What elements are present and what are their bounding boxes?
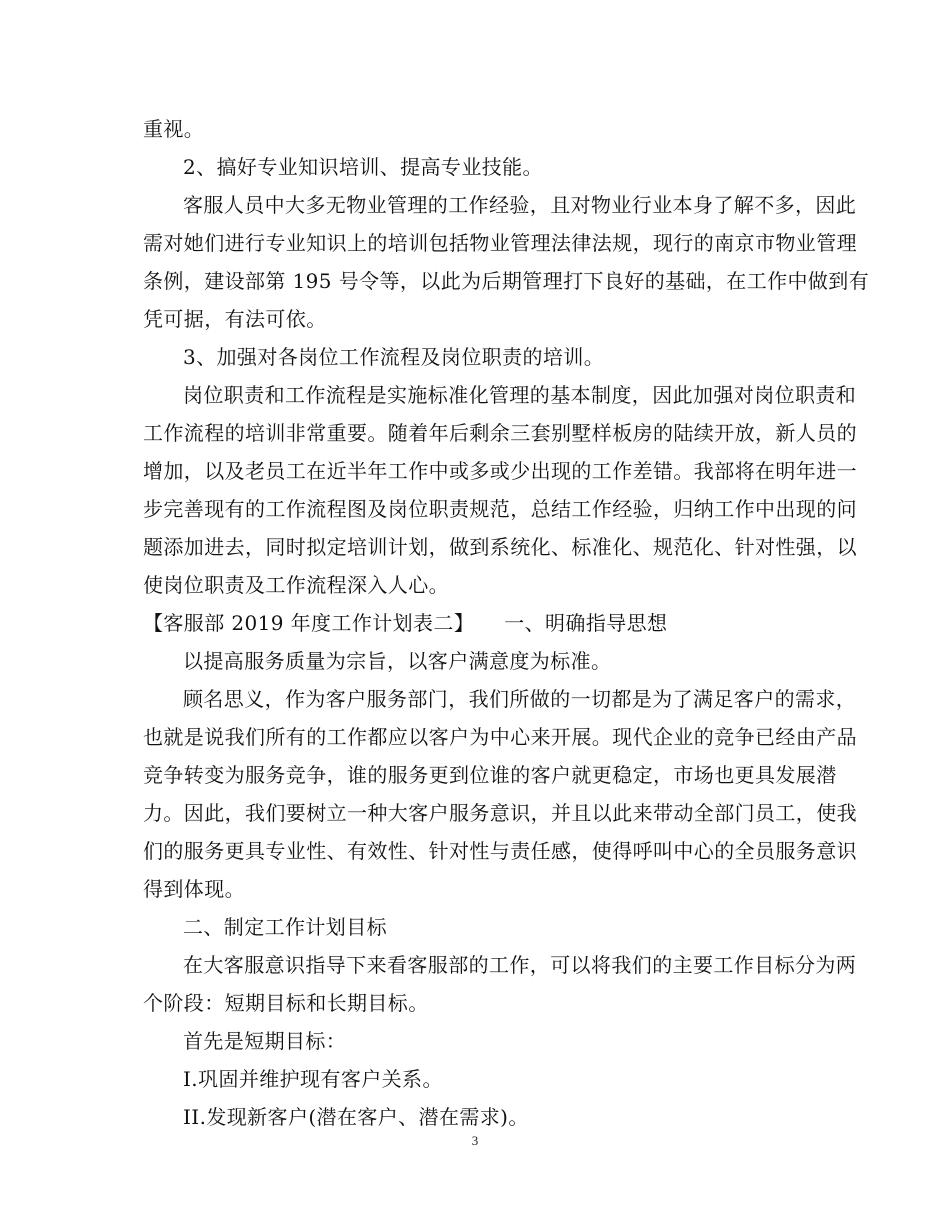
text-line: 重视。 (143, 117, 205, 141)
text-line: 得到体现。 (143, 877, 245, 901)
subheading: 二、制定工作计划目标 (183, 915, 387, 939)
section-title-line (143, 604, 813, 642)
text-line: 顾名思义，作为客户服务部门，我们所做的一切都是为了满足客户的需求， (183, 687, 857, 711)
text-line: 也就是说我们所有的工作都应以客户为中心来开展。现代企业的竞争已经由产品 (143, 725, 857, 749)
text-line: 岗位职责和工作流程是实施标准化管理的基本制度，因此加强对岗位职责和 (183, 383, 857, 407)
list-item: I.巩固并维护现有客户关系。 (183, 1067, 443, 1091)
list-item: II.发现新客户(潜在客户、潜在需求)。 (183, 1105, 529, 1129)
text-line: 在大客服意识指导下来看客服部的工作，可以将我们的主要工作目标分为两 (183, 953, 857, 977)
text-line: 步完善现有的工作流程图及岗位职责规范，总结工作经验，归纳工作中出现的问 (143, 497, 857, 521)
text-line: 题添加进去，同时拟定培训计划，做到系统化、标准化、规范化、针对性强，以 (143, 535, 857, 559)
text-line: 力。因此，我们要树立一种大客户服务意识，并且以此来带动全部门员工，使我 (143, 801, 857, 825)
section-title: 【客服部 2019 年度工作计划表二】 (143, 611, 475, 635)
page-number: 3 (471, 1133, 479, 1148)
text-line: 以提高服务质量为宗旨，以客户满意度为标准。 (183, 649, 612, 673)
text-line: 个阶段：短期目标和长期目标。 (143, 991, 429, 1015)
text-line: 凭可据，有法可依。 (143, 307, 327, 331)
text-line: 首先是短期目标： (183, 1029, 347, 1053)
text-line: 使岗位职责及工作流程深入人心。 (143, 573, 449, 597)
subheading: 3、加强对各岗位工作流程及岗位职责的培训。 (183, 345, 605, 369)
text-line: 们的服务更具专业性、有效性、针对性与责任感，使得呼叫中心的全员服务意识 (143, 839, 857, 863)
text-line: 条例，建设部第 195 号令等，以此为后期管理打下良好的基础，在工作中做到有 (143, 269, 870, 293)
text-line: 需对她们进行专业知识上的培训包括物业管理法律法规，现行的南京市物业管理 (143, 231, 857, 255)
subheading: 2、搞好专业知识培训、提高专业技能。 (183, 155, 543, 179)
text-line: 工作流程的培训非常重要。随着年后剩余三套别墅样板房的陆续开放，新人员的 (143, 421, 857, 445)
text-line: 增加，以及老员工在近半年工作中或多或少出现的工作差错。我部将在明年进一 (143, 459, 857, 483)
section-heading: 一、明确指导思想 (504, 611, 668, 635)
document-body (143, 110, 870, 1136)
text-line: 竞争转变为服务竞争，谁的服务更到位谁的客户就更稳定，市场也更具发展潜 (143, 763, 837, 787)
text-line: 客服人员中大多无物业管理的工作经验，且对物业行业本身了解不多，因此 (183, 193, 857, 217)
